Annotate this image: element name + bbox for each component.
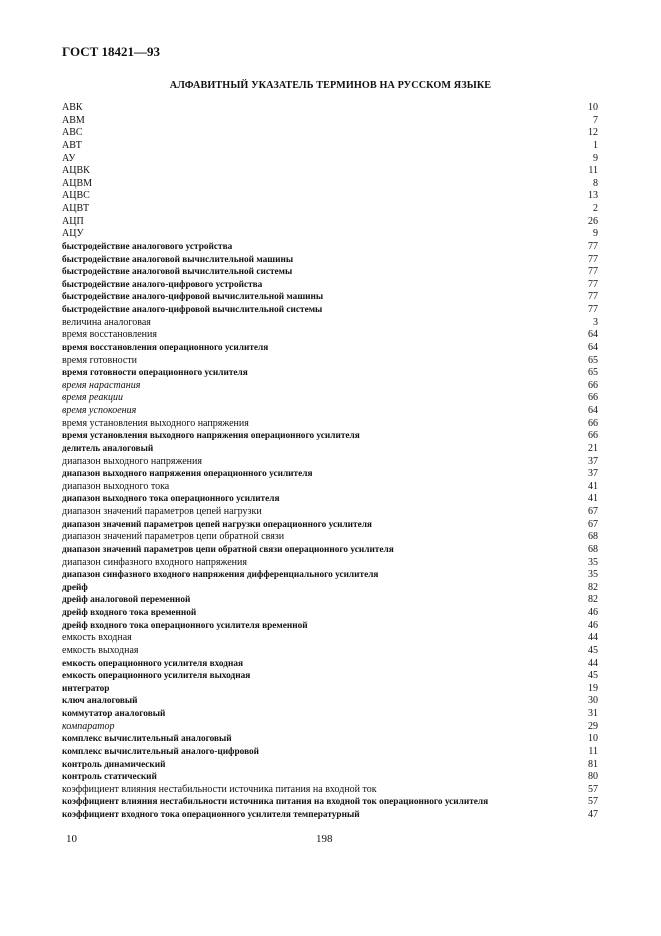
- index-page-ref: 68: [588, 531, 598, 543]
- index-page-ref: 37: [588, 468, 598, 480]
- index-page-ref: 2: [593, 203, 598, 214]
- page-number: 198: [316, 833, 333, 845]
- index-term: коэффициент влияния нестабильности источника питания на входной ток операционного усилителя: [62, 797, 489, 808]
- index-entry: [62, 342, 598, 355]
- index-page-ref: 35: [588, 569, 598, 581]
- index-entry: [62, 140, 598, 153]
- index-page-ref: 77: [588, 304, 598, 315]
- index-term: емкость выходная: [62, 644, 139, 656]
- index-term: АВМ: [62, 114, 85, 126]
- index-entry: [62, 784, 598, 797]
- index-term: время готовности: [62, 354, 138, 366]
- index-page-ref: 19: [588, 682, 598, 694]
- index-term: время установления выходного напряжения: [62, 417, 249, 429]
- index-entry: [62, 683, 598, 696]
- index-entry: [62, 329, 598, 342]
- index-entry: [62, 481, 598, 494]
- index-term: время реакции: [62, 392, 124, 404]
- index-page-ref: 11: [588, 745, 598, 757]
- index-entry: [62, 506, 598, 519]
- index-term: дрейф входного тока операционного усилителя временной: [62, 620, 308, 631]
- index-entry: [62, 456, 598, 469]
- index-term: время восстановления: [62, 329, 157, 341]
- index-page-ref: 30: [588, 695, 598, 707]
- index-term: диапазон значений параметров цепи обратной связи: [62, 531, 285, 543]
- index-page-ref: 26: [588, 215, 598, 227]
- index-page-ref: 9: [593, 228, 598, 240]
- index-page-ref: 45: [588, 644, 598, 656]
- index-page-ref: 77: [588, 291, 598, 303]
- index-term: время успокоения: [62, 405, 137, 416]
- index-page-ref: 66: [588, 379, 598, 391]
- index-entry: [62, 153, 598, 166]
- index-term: АВС: [62, 127, 83, 139]
- index-entry: [62, 291, 598, 304]
- index-entry: [62, 658, 598, 671]
- index-entry: [62, 392, 598, 405]
- index-term: емкость входная: [62, 632, 132, 644]
- index-page-ref: 47: [588, 809, 598, 820]
- index-entry: [62, 443, 598, 456]
- index-page-ref: 31: [588, 708, 598, 719]
- index-term: диапазон выходного тока операционного усилителя: [62, 494, 280, 505]
- index-page-ref: 41: [588, 493, 598, 505]
- index-page-ref: 77: [588, 253, 598, 265]
- index-term: дрейф аналоговой переменной: [62, 595, 191, 606]
- index-page-ref: 41: [588, 480, 598, 492]
- index-page-ref: 8: [593, 177, 598, 189]
- index-page-ref: 57: [588, 796, 598, 808]
- index-term: емкость операционного усилителя входная: [62, 658, 244, 669]
- index-page-ref: 68: [588, 543, 598, 555]
- index-term: емкость операционного усилителя выходная: [62, 671, 251, 682]
- index-page-ref: 81: [588, 758, 598, 770]
- index-entry: [62, 632, 598, 645]
- index-term: ключ аналоговый: [62, 696, 138, 707]
- index-term: диапазон синфазного входного напряжения дифференциального усилителя: [62, 570, 379, 581]
- index-term: диапазон синфазного входного напряжения: [62, 556, 247, 568]
- index-term: диапазон значений параметров цепей нагрузки операционного усилителя: [62, 519, 372, 530]
- index-page-ref: 44: [588, 632, 598, 644]
- index-entry: [62, 380, 598, 393]
- index-entry: [62, 519, 598, 532]
- index-term: коэффициент влияния нестабильности источника питания на входной ток: [62, 783, 377, 795]
- index-term: АЦП: [62, 215, 84, 227]
- index-entry: [62, 355, 598, 368]
- index-term: быстродействие аналоговой вычислительной системы: [62, 267, 293, 278]
- index-entry: [62, 771, 598, 784]
- index-term: диапазон выходного напряжения операционного усилителя: [62, 469, 313, 480]
- index-page-ref: 12: [588, 127, 598, 139]
- index-term: АЦВТ: [62, 203, 90, 214]
- index-entry: [62, 531, 598, 544]
- index-entry: [62, 266, 598, 279]
- index-page-ref: 64: [588, 341, 598, 353]
- index-page-ref: 67: [588, 518, 598, 530]
- index-entry: [62, 493, 598, 506]
- index-entry: [62, 178, 598, 191]
- index-page-ref: 46: [588, 607, 598, 618]
- index-page-ref: 77: [588, 266, 598, 278]
- index-term: АУ: [62, 152, 76, 164]
- index-term: комплекс вычислительный аналоговый: [62, 734, 232, 745]
- index-page-ref: 82: [588, 581, 598, 593]
- index-page-ref: 46: [588, 619, 598, 631]
- index-term: коммутатор аналоговый: [62, 709, 166, 719]
- index-page-ref: 66: [588, 430, 598, 442]
- index-page-ref: 67: [588, 506, 598, 517]
- index-entry: [62, 304, 598, 317]
- index-term: быстродействие аналого-цифрового устройства: [62, 279, 263, 290]
- index-entry: [62, 405, 598, 418]
- index-entry: [62, 115, 598, 128]
- index-entry: [62, 127, 598, 140]
- index-term: коэффициент входного тока операционного усилителя температурный: [62, 810, 360, 820]
- index-page-ref: 44: [588, 657, 598, 669]
- index-page-ref: 10: [588, 733, 598, 745]
- index-title: АЛФАВИТНЫЙ УКАЗАТЕЛЬ ТЕРМИНОВ НА РУССКОМ ЯЗЫКЕ: [169, 80, 492, 91]
- index-term: диапазон значений параметров цепей нагрузки: [62, 506, 262, 517]
- index-page-ref: 3: [593, 316, 598, 328]
- index-entry: [62, 594, 598, 607]
- index-entry: [62, 746, 598, 759]
- index-entry: [62, 721, 598, 734]
- index-entry: [62, 317, 598, 330]
- index-entry: [62, 557, 598, 570]
- index-term: диапазон значений параметров цепи обратной связи операционного усилителя: [62, 544, 394, 555]
- index-page-ref: 64: [588, 405, 598, 416]
- index-term: величина аналоговая: [62, 316, 151, 328]
- index-entry: [62, 708, 598, 721]
- index-entry: [62, 279, 598, 292]
- index-page-ref: 35: [588, 556, 598, 568]
- index-entry: [62, 418, 598, 431]
- index-entry: [62, 190, 598, 203]
- index-entry: [62, 165, 598, 178]
- index-page-ref: 80: [588, 771, 598, 783]
- index-term: диапазон выходного тока: [62, 480, 170, 492]
- index-term: время нарастания: [62, 379, 141, 391]
- index-entry: [62, 733, 598, 746]
- index-page-ref: 66: [588, 417, 598, 429]
- index-term: АЦВМ: [62, 177, 93, 189]
- index-entry: [62, 468, 598, 481]
- index-page-ref: 37: [588, 455, 598, 467]
- index-term: АЦВС: [62, 190, 90, 202]
- index-term: быстродействие аналоговой вычислительной машины: [62, 254, 294, 265]
- index-page-ref: 65: [588, 367, 598, 379]
- index-term: компаратор: [62, 720, 115, 732]
- index-page-ref: 21: [588, 442, 598, 454]
- index-entry: [62, 670, 598, 683]
- index-page-ref: 10: [588, 102, 598, 113]
- index-entry: [62, 203, 598, 216]
- index-entry: [62, 796, 598, 809]
- index-entry: [62, 430, 598, 443]
- index-entry: [62, 607, 598, 620]
- index-term: дрейф входного тока временной: [62, 608, 197, 618]
- index-entry: [62, 102, 598, 115]
- index-entry: [62, 216, 598, 229]
- index-term: контроль статический: [62, 772, 157, 783]
- index-page-ref: 13: [588, 190, 598, 202]
- index-page-ref: 11: [588, 165, 598, 177]
- index-entry: [62, 544, 598, 557]
- index-entry: [62, 241, 598, 254]
- index-page-ref: 64: [588, 329, 598, 341]
- index-entry: [62, 367, 598, 380]
- index-page-ref: 57: [588, 783, 598, 795]
- index-entry: [62, 809, 598, 822]
- index-entry: [62, 569, 598, 582]
- index-page-ref: 1: [593, 139, 598, 151]
- index-entry: [62, 645, 598, 658]
- index-page-ref: 45: [588, 670, 598, 682]
- index-term: делитель аналоговый: [62, 443, 154, 454]
- section-number: 10: [66, 833, 77, 845]
- index-term: дрейф: [62, 582, 88, 593]
- index-entry: [62, 620, 598, 633]
- index-term: быстродействие аналого-цифровой вычислительной системы: [62, 305, 323, 315]
- index-term: контроль динамический: [62, 759, 166, 770]
- index-term: комплекс вычислительный аналого-цифровой: [62, 746, 260, 757]
- index-term: время установления выходного напряжения операционного усилителя: [62, 431, 360, 442]
- index-page-ref: 7: [593, 114, 598, 126]
- index-page-ref: 66: [588, 392, 598, 404]
- index-term: АВК: [62, 102, 83, 113]
- index-entry: [62, 582, 598, 595]
- index-page-ref: 77: [588, 278, 598, 290]
- document-code: ГОСТ 18421—93: [62, 44, 161, 59]
- term-index-list: [62, 102, 598, 822]
- index-term: АВТ: [62, 139, 82, 151]
- index-page-ref: 65: [588, 354, 598, 366]
- index-term: АЦВК: [62, 165, 90, 177]
- index-entry: [62, 695, 598, 708]
- index-page-ref: 77: [588, 240, 598, 252]
- index-entry: [62, 759, 598, 772]
- index-page-ref: 9: [593, 152, 598, 164]
- index-page-ref: 82: [588, 594, 598, 606]
- index-entry: [62, 254, 598, 267]
- index-term: время восстановления операционного усилителя: [62, 342, 269, 353]
- index-page-ref: 29: [588, 720, 598, 732]
- index-term: АЦУ: [62, 228, 84, 240]
- index-term: диапазон выходного напряжения: [62, 455, 202, 467]
- index-term: быстродействие аналогового устройства: [62, 241, 233, 252]
- index-entry: [62, 228, 598, 241]
- index-term: время готовности операционного усилителя: [62, 368, 248, 379]
- index-term: быстродействие аналого-цифровой вычислительной машины: [62, 292, 324, 303]
- index-term: интегратор: [62, 683, 110, 694]
